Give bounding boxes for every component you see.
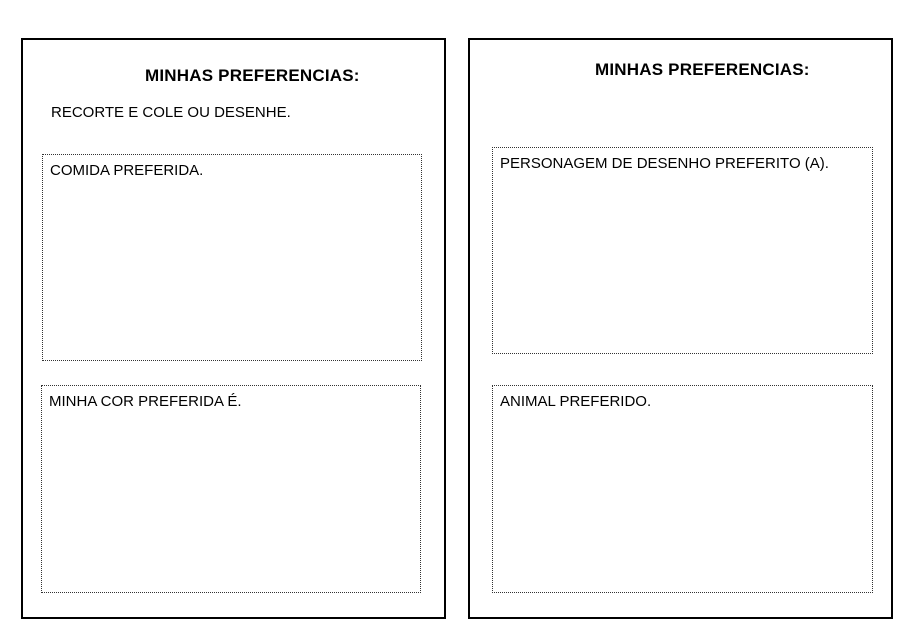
favorite-color-label: MINHA COR PREFERIDA É. xyxy=(49,393,242,410)
worksheet-page-left xyxy=(21,38,446,619)
page-title: MINHAS PREFERENCIAS: xyxy=(595,60,810,79)
favorite-animal-label: ANIMAL PREFERIDO. xyxy=(500,393,652,410)
favorite-cartoon-character-box[interactable] xyxy=(492,147,873,354)
page-title: MINHAS PREFERENCIAS: xyxy=(145,66,360,85)
favorite-food-box[interactable] xyxy=(42,154,422,361)
instructions-text: RECORTE E COLE OU DESENHE. xyxy=(51,104,291,121)
worksheet-page-right xyxy=(468,38,893,619)
favorite-food-label: COMIDA PREFERIDA. xyxy=(50,162,204,179)
favorite-color-box[interactable] xyxy=(41,385,421,593)
favorite-animal-box[interactable] xyxy=(492,385,873,593)
favorite-cartoon-character-label: PERSONAGEM DE DESENHO PREFERITO (A). xyxy=(500,155,829,172)
